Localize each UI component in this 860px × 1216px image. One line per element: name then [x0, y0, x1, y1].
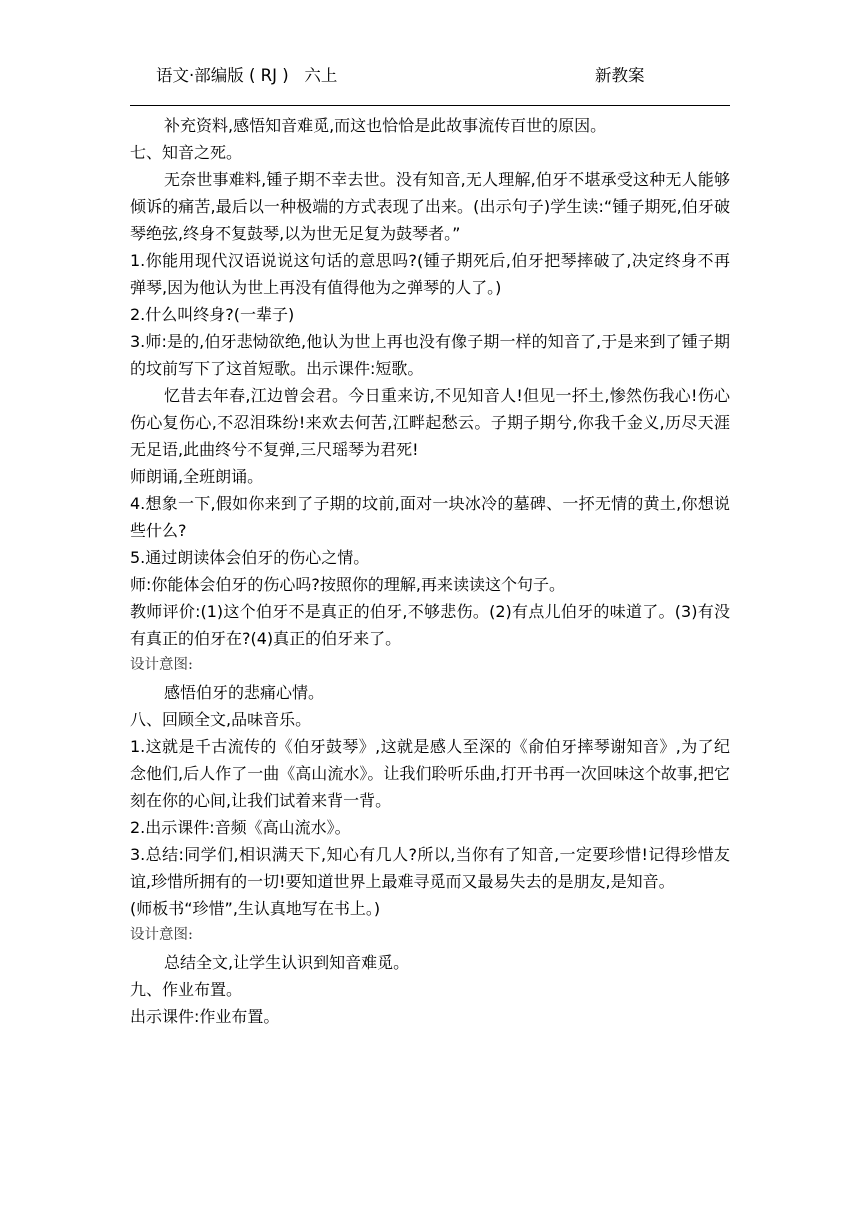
design-intent-text: 总结全文,让学生认识到知音难觅。: [164, 953, 410, 972]
header-subject-edition: 语文·部编版 ( RJ ) 六上: [156, 66, 338, 85]
paragraph-zhongziqi-death: 无奈世事难料,锺子期不幸去世。没有知音,无人理解,伯牙不堪承受这种无人能够倾诉的痛苦,最后以一种极端的方式表现了出来。(出示句子)学生读:“锺子期死,伯牙破琴绝弦,终身不复鼓琴,以为世无足复为鼓琴者。”: [130, 170, 730, 243]
header-doc-type: 新教案: [595, 66, 645, 85]
short-song-poem: 忆昔去年春,江边曾会君。今日重来访,不见知音人!但见一抔土,惨然伤我心!伤心伤心复伤心,不忍泪珠纷!来欢去何苦,江畔起愁云。子期子期兮,你我千金义,历尽天涯无足语,此曲终兮不复弹,三尺瑶琴为君死!: [130, 386, 730, 459]
lesson-plan-body: [130, 112, 730, 1030]
design-intent-label: 设计意图:: [130, 927, 193, 943]
question-2: 2.什么叫终身?(一辈子): [130, 305, 295, 324]
question-3: 3.师:是的,伯牙悲恸欲绝,他认为世上再也没有像子期一样的知音了,于是来到了锺子期的坟前写下了这首短歌。出示课件:短歌。: [130, 332, 730, 378]
design-intent-text: 感悟伯牙的悲痛心情。: [164, 683, 325, 702]
section-heading-nine: 九、作业布置。: [130, 980, 243, 999]
review-item-3: 3.总结:同学们,相识满天下,知心有几人?所以,当你有了知音,一定要珍惜!记得珍惜友谊,珍惜所拥有的一切!要知道世界上最难寻觅而又最易失去的是朋友,是知音。: [130, 845, 730, 891]
question-1: 1.你能用现代汉语说说这句话的意思吗?(锺子期死后,伯牙把琴摔破了,决定终身不再弹琴,因为他认为世上再没有值得他为之弹琴的人了。): [130, 251, 730, 297]
blackboard-note: (师板书“珍惜”,生认真地写在书上。): [130, 899, 381, 918]
section-heading-eight: 八、回顾全文,品味音乐。: [130, 710, 312, 729]
review-item-1: 1.这就是千古流传的《伯牙鼓琴》,这就是感人至深的《俞伯牙摔琴谢知音》,为了纪念他们,后人作了一曲《高山流水》。让我们聆听乐曲,打开书再一次回味这个故事,把它刻在你的心间,让我们试着来背一背。: [130, 737, 730, 810]
design-intent-label: 设计意图:: [130, 657, 193, 673]
teacher-prompt: 师:你能体会伯牙的伤心吗?按照你的理解,再来读读这个句子。: [130, 575, 565, 594]
paragraph-supplement: 补充资料,感悟知音难觅,而这也恰恰是此故事流传百世的原因。: [164, 116, 607, 135]
teacher-evaluation: 教师评价:(1)这个伯牙不是真正的伯牙,不够悲伤。(2)有点儿伯牙的味道了。(3)有没有真正的伯牙在?(4)真正的伯牙来了。: [130, 602, 730, 648]
question-5: 5.通过朗读体会伯牙的伤心之情。: [130, 548, 370, 567]
recitation-note: 师朗诵,全班朗诵。: [130, 467, 264, 486]
section-heading-seven: 七、知音之死。: [130, 143, 243, 162]
header-divider: [130, 105, 730, 106]
review-item-2: 2.出示课件:音频《高山流水》。: [130, 818, 351, 837]
homework-slide-note: 出示课件:作业布置。: [130, 1007, 280, 1026]
question-4: 4.想象一下,假如你来到了子期的坟前,面对一块冰冷的墓碑、一抔无情的黄土,你想说些什么?: [130, 494, 730, 540]
